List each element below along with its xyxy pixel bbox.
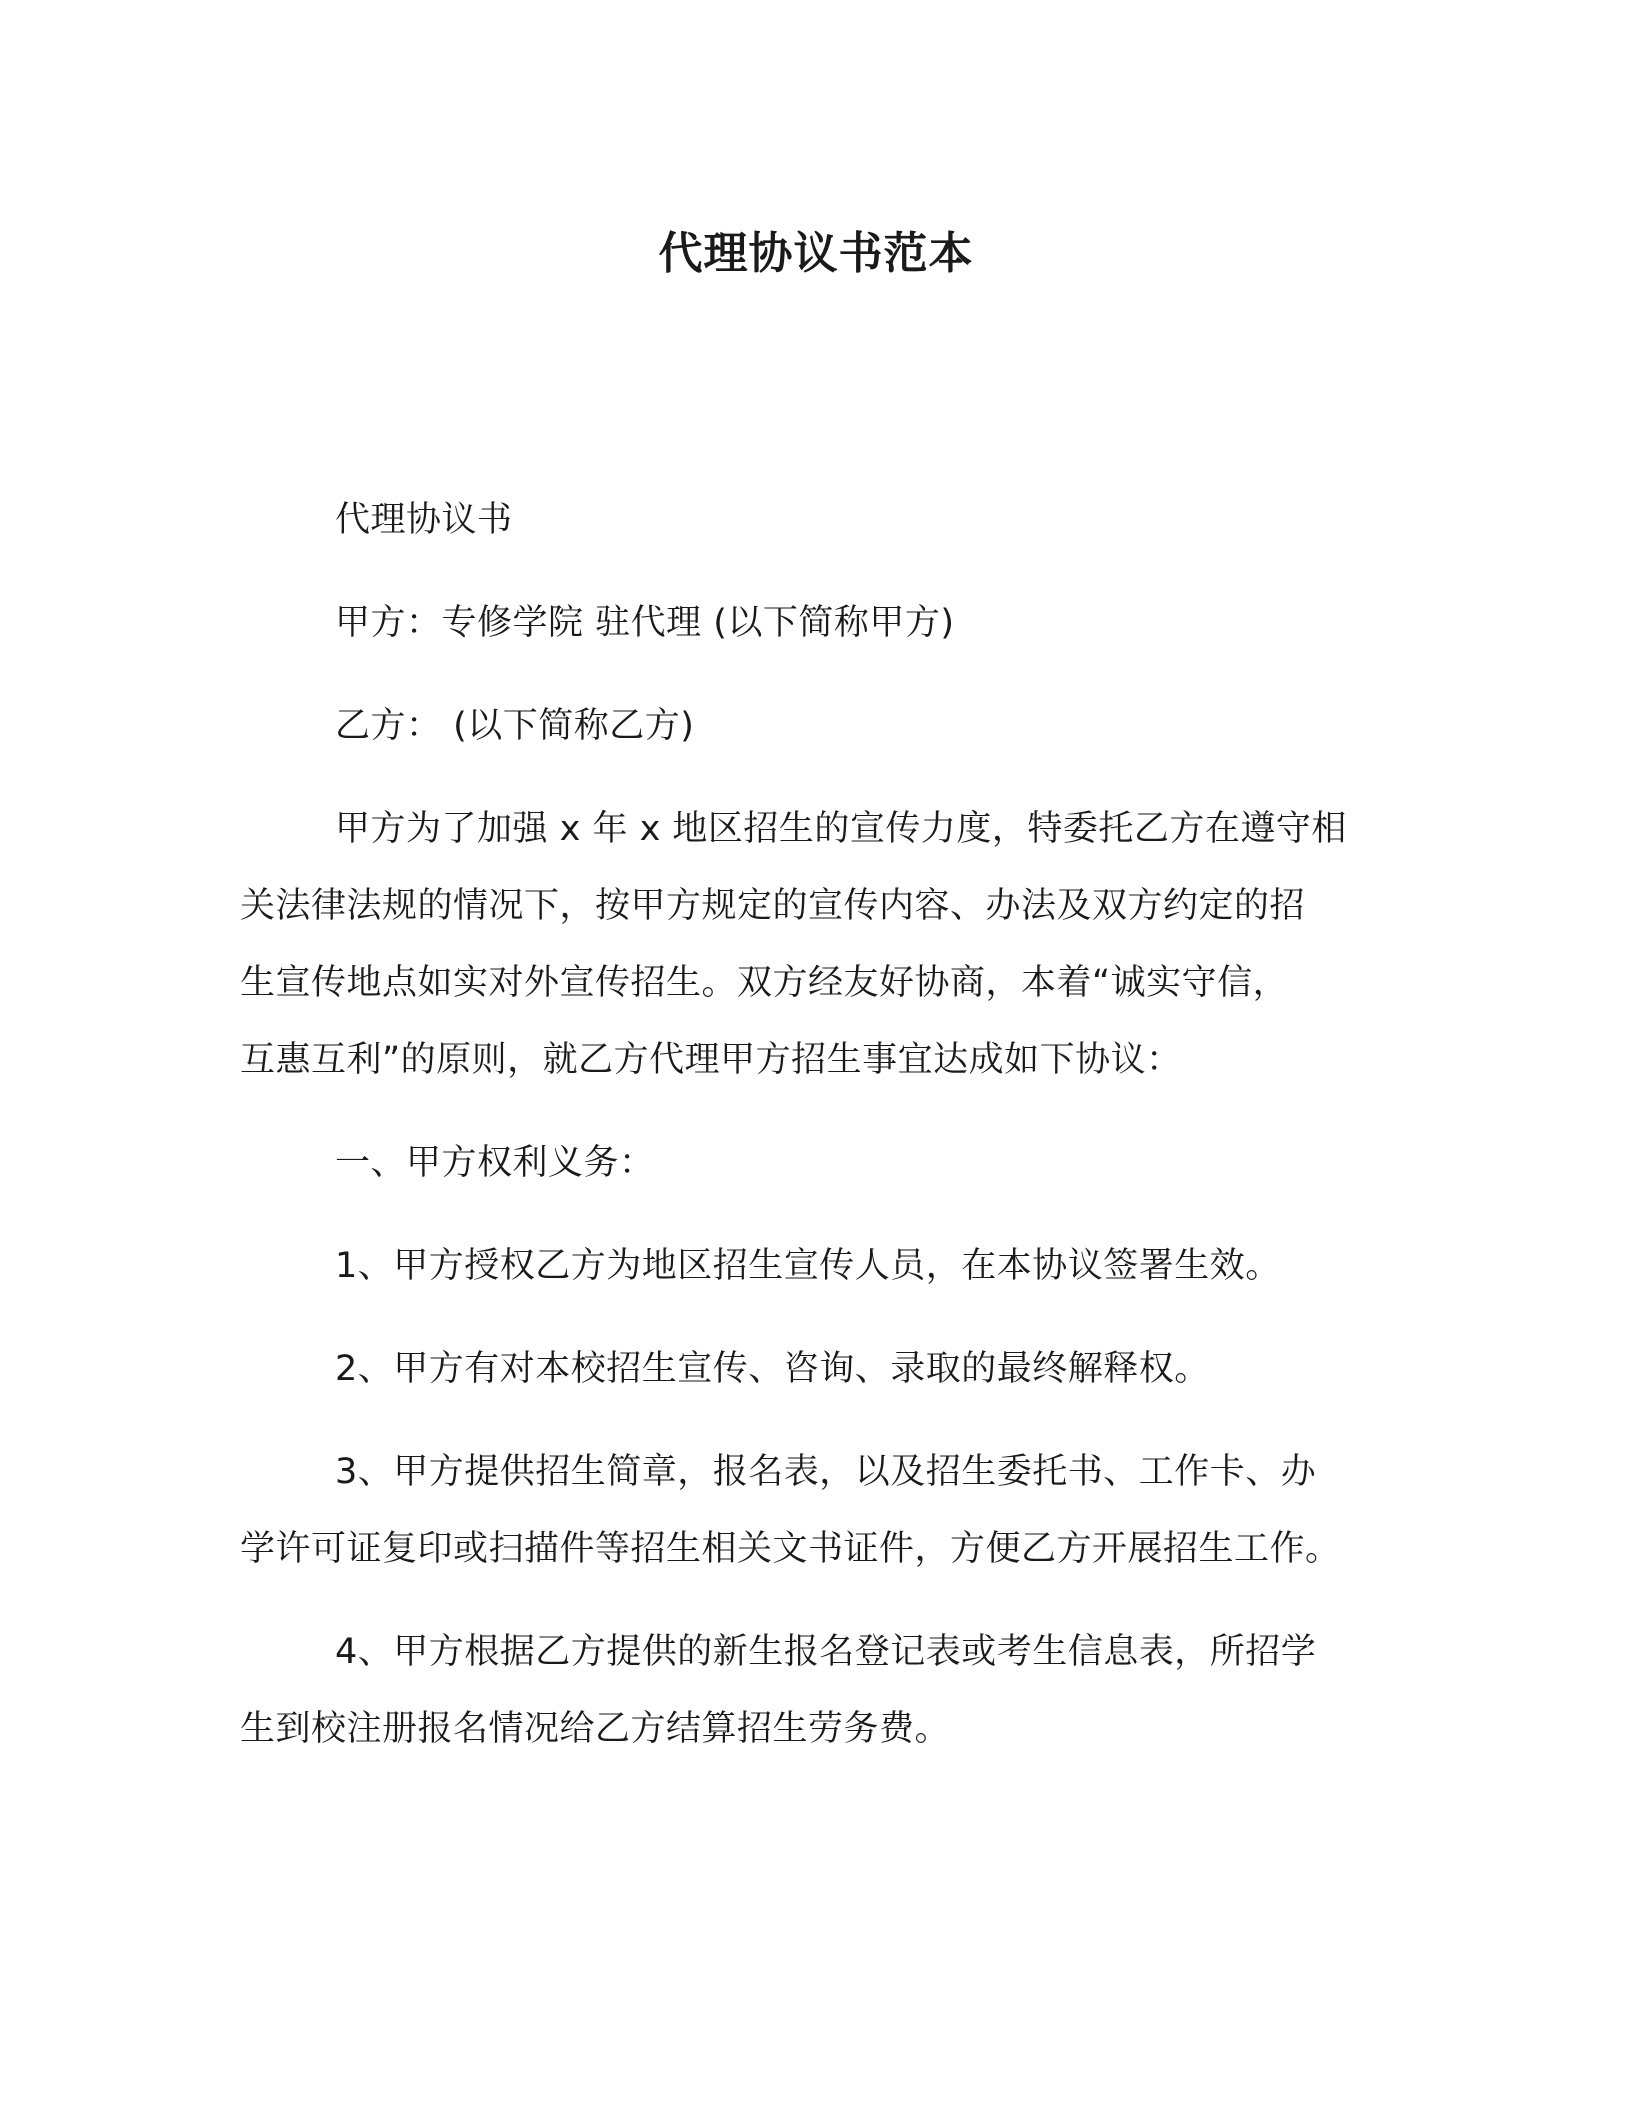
document-title: 代理协议书范本 xyxy=(658,228,974,279)
clause-2-line: 2、甲方有对本校招生宣传、咨询、录取的最终解释权。 xyxy=(335,1349,1210,1389)
intro-paragraph-line: 互惠互利”的原则，就乙方代理甲方招生事宜达成如下协议： xyxy=(240,1040,1182,1080)
party-a-line: 甲方：专修学院 驻代理 (以下简称甲方) xyxy=(335,603,955,643)
clause-4-line: 4、甲方根据乙方提供的新生报名登记表或考生信息表，所招学 xyxy=(335,1632,1317,1672)
clause-4-line: 生到校注册报名情况给乙方结算招生劳务费。 xyxy=(240,1709,951,1749)
section-heading: 一、甲方权利义务： xyxy=(335,1143,655,1183)
clause-3-line: 学许可证复印或扫描件等招生相关文书证件，方便乙方开展招生工作。 xyxy=(240,1529,1341,1569)
intro-paragraph-line: 关法律法规的情况下，按甲方规定的宣传内容、办法及双方约定的招 xyxy=(240,886,1306,926)
clause-3-line: 3、甲方提供招生简章，报名表，以及招生委托书、工作卡、办 xyxy=(335,1452,1317,1492)
document-heading: 代理协议书 xyxy=(335,500,513,540)
clause-1-line: 1、甲方授权乙方为地区招生宣传人员，在本协议签署生效。 xyxy=(335,1246,1281,1286)
intro-paragraph-line: 生宣传地点如实对外宣传招生。双方经友好协商，本着“诚实守信， xyxy=(240,963,1289,1003)
party-b-line: 乙方： (以下简称乙方) xyxy=(335,706,695,746)
intro-paragraph-line: 甲方为了加强 x 年 x 地区招生的宣传力度，特委托乙方在遵守相 xyxy=(335,809,1347,849)
